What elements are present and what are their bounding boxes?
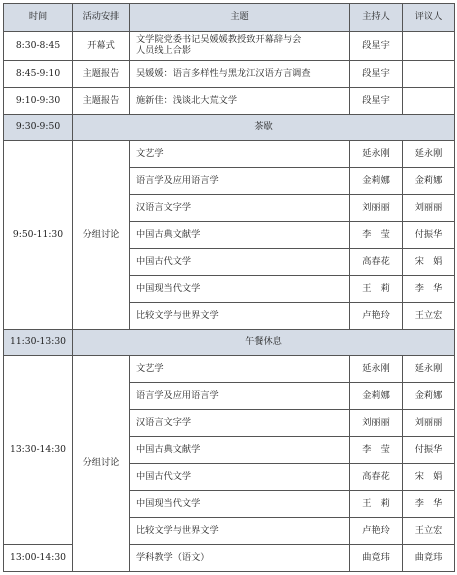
activity-cell: 开幕式 xyxy=(73,32,130,61)
reviewer-cell: 金莉娜 xyxy=(403,383,455,410)
host-cell: 王 莉 xyxy=(350,276,403,303)
reviewer-cell xyxy=(403,32,455,61)
table-row xyxy=(4,141,455,168)
topic-cell: 施新佳：浅谈北大荒文学 xyxy=(130,88,350,115)
reviewer-cell: 付振华 xyxy=(403,437,455,464)
topic-cell: 学科教学（语文） xyxy=(130,545,350,572)
header-topic: 主题 xyxy=(130,4,350,32)
reviewer-cell: 王立宏 xyxy=(403,303,455,330)
header-time: 时间 xyxy=(4,4,73,32)
table-row xyxy=(4,61,455,88)
schedule-table xyxy=(3,3,455,572)
topic-cell: 汉语言文字学 xyxy=(130,410,350,437)
break-label: 茶歇 xyxy=(73,115,455,141)
header-host: 主持人 xyxy=(350,4,403,32)
topic-cell: 中国古代文学 xyxy=(130,249,350,276)
reviewer-cell: 金莉娜 xyxy=(403,168,455,195)
topic-cell: 中国现当代文学 xyxy=(130,276,350,303)
reviewer-cell: 付振华 xyxy=(403,222,455,249)
tea-break-row xyxy=(4,115,455,141)
topic-cell: 中国现当代文学 xyxy=(130,491,350,518)
time-cell: 8:45-9:10 xyxy=(4,61,73,88)
host-cell: 李 莹 xyxy=(350,437,403,464)
host-cell: 李 莹 xyxy=(350,222,403,249)
topic-cell: 语言学及应用语言学 xyxy=(130,168,350,195)
session-time-cell: 9:50-11:30 xyxy=(4,141,73,330)
table-row xyxy=(4,356,455,383)
lunch-break-row xyxy=(4,330,455,356)
time-cell: 9:10-9:30 xyxy=(4,88,73,115)
activity-cell: 主题报告 xyxy=(73,88,130,115)
reviewer-cell: 李 华 xyxy=(403,491,455,518)
header-row xyxy=(4,4,455,32)
host-cell: 曲竟玮 xyxy=(350,545,403,572)
host-cell: 段星宇 xyxy=(350,88,403,115)
topic-cell: 中国古代文学 xyxy=(130,464,350,491)
session-time-cell: 13:30-14:30 xyxy=(4,356,73,545)
host-cell: 段星宇 xyxy=(350,32,403,61)
reviewer-cell: 宋 娟 xyxy=(403,464,455,491)
reviewer-cell: 宋 娟 xyxy=(403,249,455,276)
time-cell: 8:30-8:45 xyxy=(4,32,73,61)
topic-cell: 吴媛媛：语言多样性与黑龙江汉语方言调查 xyxy=(130,61,350,88)
topic-cell: 文学院党委书记吴媛媛教授致开幕辞与会人员线上合影 xyxy=(130,32,350,61)
activity-cell: 主题报告 xyxy=(73,61,130,88)
reviewer-cell: 刘丽丽 xyxy=(403,195,455,222)
host-cell: 刘丽丽 xyxy=(350,195,403,222)
host-cell: 高春花 xyxy=(350,249,403,276)
reviewer-cell: 李 华 xyxy=(403,276,455,303)
header-activity: 活动安排 xyxy=(73,4,130,32)
host-cell: 王 莉 xyxy=(350,491,403,518)
host-cell: 金莉娜 xyxy=(350,168,403,195)
reviewer-cell: 延永刚 xyxy=(403,141,455,168)
host-cell: 延永刚 xyxy=(350,141,403,168)
reviewer-cell xyxy=(403,88,455,115)
host-cell: 高春花 xyxy=(350,464,403,491)
topic-cell: 比较文学与世界文学 xyxy=(130,303,350,330)
table-row xyxy=(4,88,455,115)
reviewer-cell: 王立宏 xyxy=(403,518,455,545)
host-cell: 金莉娜 xyxy=(350,383,403,410)
break-label: 午餐休息 xyxy=(73,330,455,356)
break-time-cell: 11:30-13:30 xyxy=(4,330,73,356)
host-cell: 刘丽丽 xyxy=(350,410,403,437)
session-activity-cell: 分组讨论 xyxy=(73,141,130,330)
host-cell: 段星宇 xyxy=(350,61,403,88)
header-reviewer: 评议人 xyxy=(403,4,455,32)
reviewer-cell: 刘丽丽 xyxy=(403,410,455,437)
session-activity-cell: 分组讨论 xyxy=(73,356,130,572)
topic-cell: 汉语言文字学 xyxy=(130,195,350,222)
table-row xyxy=(4,545,455,572)
host-cell: 卢艳玲 xyxy=(350,303,403,330)
reviewer-cell: 延永刚 xyxy=(403,356,455,383)
topic-cell: 文艺学 xyxy=(130,141,350,168)
host-cell: 延永刚 xyxy=(350,356,403,383)
topic-cell: 中国古典文献学 xyxy=(130,437,350,464)
reviewer-cell xyxy=(403,61,455,88)
reviewer-cell: 曲竟玮 xyxy=(403,545,455,572)
break-time-cell: 9:30-9:50 xyxy=(4,115,73,141)
topic-cell: 比较文学与世界文学 xyxy=(130,518,350,545)
topic-cell: 语言学及应用语言学 xyxy=(130,383,350,410)
time-cell: 13:00-14:30 xyxy=(4,545,73,572)
table-row xyxy=(4,32,455,61)
host-cell: 卢艳玲 xyxy=(350,518,403,545)
topic-cell: 文艺学 xyxy=(130,356,350,383)
topic-cell: 中国古典文献学 xyxy=(130,222,350,249)
